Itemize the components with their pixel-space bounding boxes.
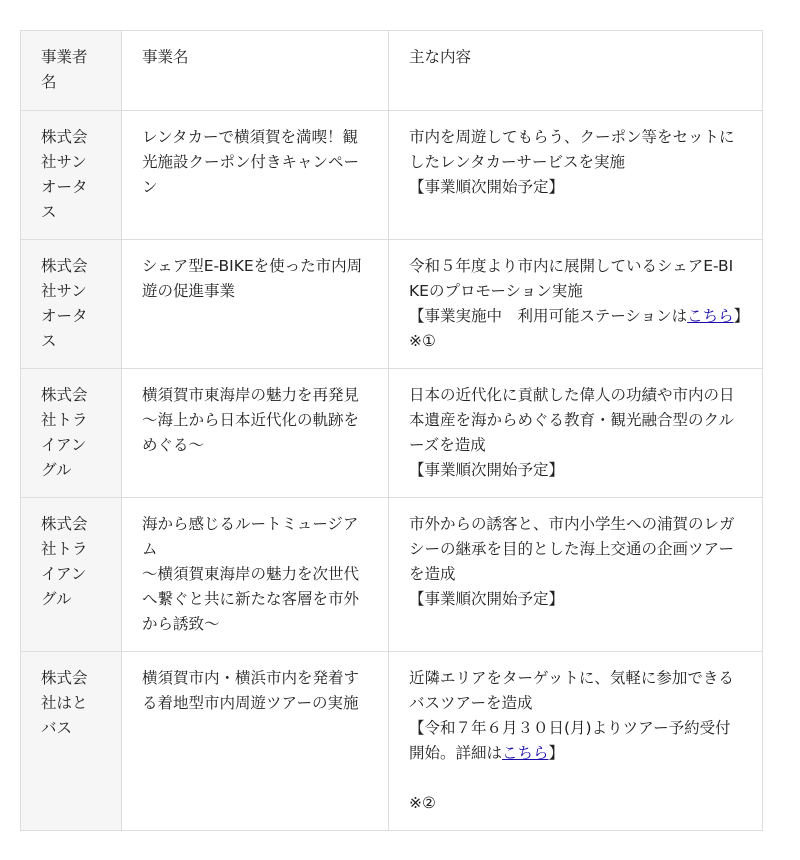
- status-suffix: 】※①: [409, 307, 742, 350]
- business-subtitle: ～横須賀東海岸の魅力を次世代へ繋ぐと共に新たな客層を市外から誘致～: [142, 565, 360, 633]
- business-cell: [122, 498, 389, 652]
- business-cell: [122, 369, 389, 498]
- company-cell: 株式会社サンオータス: [21, 240, 122, 369]
- table-row: [21, 369, 763, 498]
- table-row: [21, 240, 763, 369]
- company-cell: 株式会社トライアングル: [21, 369, 122, 498]
- status-text: 【事業順次開始予定】: [409, 461, 565, 479]
- business-cell: [122, 652, 389, 831]
- header-business: 事業名: [122, 31, 389, 111]
- station-link[interactable]: こちら: [687, 307, 734, 325]
- status-text: [409, 304, 742, 354]
- details-link[interactable]: こちら: [502, 744, 549, 762]
- content-text: 令和５年度より市内に展開しているシェアE-BIKEのプロモーション実施: [409, 257, 734, 300]
- status-text: [409, 716, 742, 766]
- status-prefix: 【令和７年６月３０日(月)よりツアー予約受付開始。詳細は: [409, 719, 731, 762]
- content-cell: [389, 111, 763, 240]
- content-cell: [389, 240, 763, 369]
- content-cell: [389, 498, 763, 652]
- company-cell: 株式会社はとバス: [21, 652, 122, 831]
- content-text: 市外からの誘客と、市内小学生への浦賀のレガシーの継承を目的とした海上交通の企画ツアーを造成: [409, 515, 735, 583]
- company-cell: 株式会社トライアングル: [21, 498, 122, 652]
- business-text: レンタカーで横須賀を満喫！観光施設クーポン付きキャンペーン: [142, 128, 360, 196]
- status-text: 【事業順次開始予定】: [409, 590, 565, 608]
- business-text: シェア型E-BIKEを使った市内周遊の促進事業: [142, 257, 363, 300]
- business-cell: [122, 111, 389, 240]
- content-cell: [389, 652, 763, 831]
- status-text: 【事業順次開始予定】: [409, 178, 565, 196]
- business-text: 横須賀市内・横浜市内を発着する着地型市内周遊ツアーの実施: [142, 669, 360, 712]
- business-text: 海から感じるルートミュージアム: [142, 515, 359, 558]
- table-row: [21, 111, 763, 240]
- content-text: 近隣エリアをターゲットに、気軽に参加できるバスツアーを造成: [409, 669, 734, 712]
- content-text: 日本の近代化に貢献した偉人の功績や市内の日本遺産を海からめぐる教育・観光融合型のクルーズを造成: [409, 386, 735, 454]
- table-row: [21, 652, 763, 831]
- header-content: 主な内容: [389, 31, 763, 111]
- table-header-row: [21, 31, 763, 111]
- content-text: 市内を周遊してもらう、クーポン等をセットにしたレンタカーサービスを実施: [409, 128, 735, 171]
- business-table: [20, 30, 763, 831]
- blank-line: [409, 766, 742, 791]
- header-company: 事業者名: [21, 31, 122, 111]
- table-row: [21, 498, 763, 652]
- status-suffix: 】: [548, 744, 565, 762]
- content-cell: [389, 369, 763, 498]
- status-prefix: 【事業実施中 利用可能ステーションは: [409, 307, 688, 325]
- company-cell: 株式会社サンオータス: [21, 111, 122, 240]
- business-text: 横須賀市東海岸の魅力を再発見～海上から日本近代化の軌跡をめぐる～: [142, 386, 360, 454]
- business-cell: [122, 240, 389, 369]
- note-text: ※②: [409, 794, 436, 812]
